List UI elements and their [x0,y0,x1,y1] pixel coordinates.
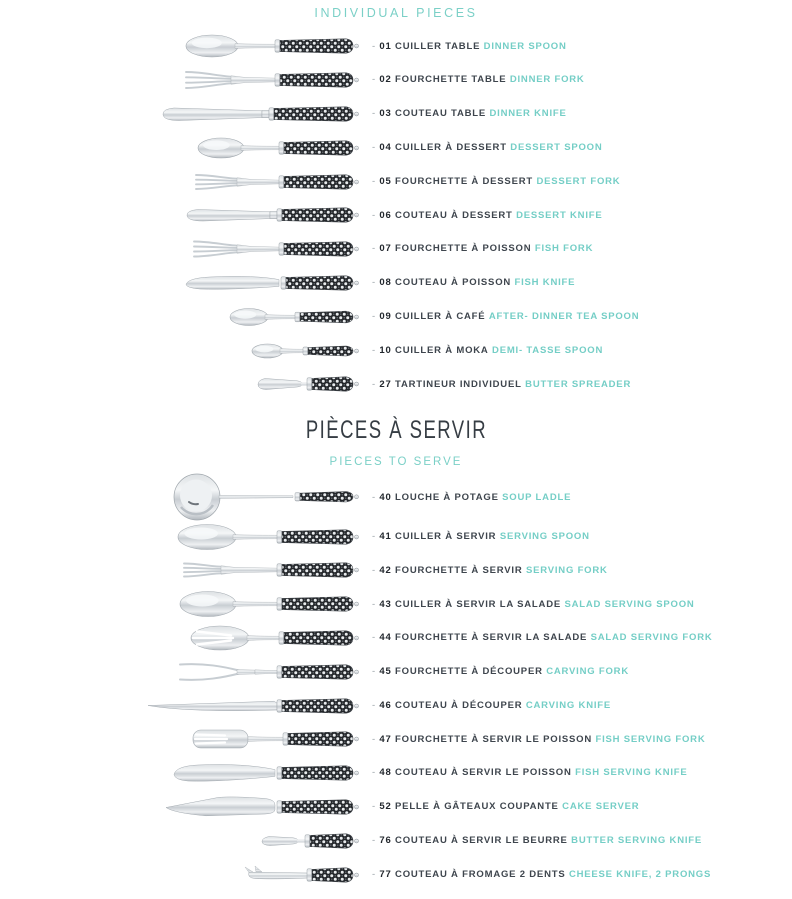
item-number: 10 [379,344,392,356]
item-number: 08 [379,277,392,289]
item-dash: - [372,564,376,576]
cake-server-icon [163,790,359,824]
dinner-knife-icon [159,99,359,129]
item-dash: - [372,108,376,120]
item-dash: - [372,530,376,542]
item-dash: - [372,142,376,154]
item-label [372,600,695,610]
item-dash: - [372,632,376,644]
item-name-en: DEMI- TASSE SPOON [492,344,604,356]
section-serving-header [0,418,792,448]
item-label [372,42,567,52]
tea-spoon-image [0,302,362,332]
item-label [372,667,629,677]
item-dash: - [372,344,376,356]
item-name-fr: PELLE À GÂTEAUX COUPANTE [395,801,559,813]
ladle-image [0,472,362,522]
item-name-en: DESSERT FORK [536,175,621,187]
salad-fork-icon [187,622,359,654]
item-label [372,346,603,356]
item-label [372,566,608,576]
item-name-fr: COUTEAU À DESSERT [395,209,513,221]
item-name-fr: COUTEAU À SERVIR LE POISSON [395,767,572,779]
item-number: 02 [379,74,392,86]
catalog-item-06 [0,198,792,232]
item-label [372,493,571,503]
item-name-fr: CUILLER À MOKA [395,344,489,356]
fish-serving-knife-icon [171,757,359,789]
dessert-fork-image [0,167,362,197]
serving-pieces-list [0,475,792,892]
item-name-en: CAKE SERVER [562,801,640,813]
butter-knife-icon [259,826,359,856]
catalog-item-46 [0,689,792,723]
individual-pieces-list [0,30,792,402]
item-name-en: CARVING KNIFE [525,699,612,711]
item-label [372,143,603,153]
catalog-item-43 [0,587,792,621]
item-name-fr: CUILLER À SERVIR [395,530,497,542]
catalog-item-05 [0,165,792,199]
salad-fork-image [0,622,362,654]
fish-serving-fork-image [0,723,362,755]
item-label [372,802,639,812]
item-name-fr: TARTINEUR INDIVIDUEL [395,378,522,390]
item-dash: - [372,699,376,711]
item-label [372,701,611,711]
catalog-item-77 [0,858,792,892]
tea-spoon-icon [227,302,359,332]
item-number: 04 [379,142,392,154]
item-name-fr: FOURCHETTE À SERVIR [395,564,523,576]
item-dash: - [372,74,376,86]
item-name-fr: COUTEAU À SERVIR LE BEURRE [395,835,568,847]
item-label [372,532,590,542]
item-name-fr: CUILLER TABLE [395,40,481,52]
fish-serving-fork-icon [189,723,359,755]
item-name-en: DINNER FORK [509,74,585,86]
item-number: 45 [379,666,392,678]
item-name-en: SERVING FORK [525,564,608,576]
item-number: 27 [379,378,392,390]
item-name-fr: FOURCHETTE TABLE [395,74,507,86]
item-name-fr: COUTEAU À DÉCOUPER [395,699,523,711]
catalog-item-40 [0,475,792,520]
item-name-en: DINNER KNIFE [489,108,567,120]
item-number: 52 [379,801,392,813]
item-number: 01 [379,40,392,52]
item-label [372,836,702,846]
item-number: 47 [379,733,392,745]
item-label [372,211,603,221]
item-name-fr: CUILLER À DESSERT [395,142,507,154]
fish-knife-image [0,268,362,298]
item-dash: - [372,40,376,52]
item-label [372,380,631,390]
serving-fork-image [0,555,362,585]
item-name-en: FISH FORK [534,243,594,255]
item-label [372,870,711,880]
catalog-item-10 [0,334,792,368]
item-number: 42 [379,564,392,576]
item-name-en: BUTTER SPREADER [525,378,632,390]
item-name-fr: FOURCHETTE À DESSERT [395,175,533,187]
item-name-en: BUTTER SERVING KNIFE [571,835,703,847]
catalog-item-03 [0,97,792,131]
item-number: 77 [379,868,392,880]
item-name-en: SALAD SERVING FORK [590,632,713,644]
item-name-fr: CUILLER À CAFÉ [395,311,486,323]
cake-server-image [0,790,362,824]
item-dash: - [372,175,376,187]
dessert-fork-icon [191,167,359,197]
item-label [372,278,575,288]
item-label [372,75,585,85]
dinner-spoon-icon [183,31,359,61]
item-name-fr: CUILLER À SERVIR LA SALADE [395,598,561,610]
catalog-item-02 [0,63,792,97]
dinner-knife-image [0,99,362,129]
catalog-item-07 [0,232,792,266]
fish-fork-image [0,234,362,264]
item-label [372,633,713,643]
item-number: 43 [379,598,392,610]
fish-serving-knife-image [0,757,362,789]
dinner-fork-image [0,65,362,95]
item-name-fr: LOUCHE À POTAGE [395,491,499,503]
serving-fork-icon [179,555,359,585]
item-number: 44 [379,632,392,644]
item-number: 48 [379,767,392,779]
fish-fork-icon [189,234,359,264]
section-serving-title-fr: PIÈCES À SERVIR [305,416,487,445]
butter-knife-image [0,826,362,856]
catalog-item-45 [0,655,792,689]
salad-spoon-image [0,588,362,620]
item-name-en: FISH KNIFE [514,277,576,289]
catalog-item-09 [0,300,792,334]
catalog-item-52 [0,790,792,824]
item-name-en: FISH SERVING FORK [595,733,706,745]
item-dash: - [372,767,376,779]
item-dash: - [372,277,376,289]
item-number: 09 [379,311,392,323]
salad-spoon-icon [177,588,359,620]
moka-spoon-icon [249,336,359,366]
item-number: 06 [379,209,392,221]
catalog-item-44 [0,621,792,655]
serving-spoon-icon [175,521,359,553]
carving-fork-icon [175,657,359,687]
cheese-knife-image [0,860,362,890]
carving-fork-image [0,657,362,687]
dessert-spoon-icon [195,133,359,163]
item-dash: - [372,311,376,323]
item-name-fr: COUTEAU À POISSON [395,277,512,289]
item-name-en: CARVING FORK [546,666,629,678]
item-dash: - [372,666,376,678]
item-name-en: AFTER- DINNER TEA SPOON [488,311,640,323]
item-name-en: SOUP LADLE [502,491,572,503]
cheese-knife-icon [239,860,359,890]
item-dash: - [372,243,376,255]
item-name-fr: FOURCHETTE À SERVIR LA SALADE [395,632,588,644]
item-number: 76 [379,835,392,847]
item-number: 41 [379,530,392,542]
carving-knife-image [0,691,362,721]
item-name-en: FISH SERVING KNIFE [575,767,688,779]
item-name-fr: FOURCHETTE À DÉCOUPER [395,666,543,678]
catalog-item-04 [0,131,792,165]
dinner-fork-icon [181,65,359,95]
catalog-item-48 [0,756,792,790]
item-name-fr: FOURCHETTE À SERVIR LE POISSON [395,733,593,745]
moka-spoon-image [0,336,362,366]
ladle-icon [169,472,359,522]
item-label [372,768,688,778]
item-dash: - [372,598,376,610]
item-name-en: DINNER SPOON [483,40,567,52]
item-name-fr: FOURCHETTE À POISSON [395,243,532,255]
item-number: 05 [379,175,392,187]
section-individual-title: INDIVIDUAL PIECES [314,6,478,20]
item-name-fr: COUTEAU TABLE [395,108,487,120]
item-label [372,735,706,745]
dinner-spoon-image [0,31,362,61]
catalog-item-47 [0,723,792,757]
item-name-en: DESSERT SPOON [510,142,603,154]
item-name-en: DESSERT KNIFE [516,209,603,221]
item-dash: - [372,868,376,880]
catalog-item-27 [0,367,792,401]
item-name-en: CHEESE KNIFE, 2 PRONGS [568,868,712,880]
item-dash: - [372,378,376,390]
dessert-knife-image [0,200,362,230]
butter-spreader-icon [255,369,359,399]
item-dash: - [372,835,376,847]
serving-spoon-image [0,521,362,553]
item-dash: - [372,209,376,221]
fish-knife-icon [183,268,359,298]
catalog-item-42 [0,554,792,588]
dessert-spoon-image [0,133,362,163]
item-label [372,109,567,119]
item-number: 46 [379,699,392,711]
item-name-en: SALAD SERVING SPOON [564,598,695,610]
catalog-item-41 [0,520,792,554]
item-number: 40 [379,491,392,503]
carving-knife-icon [145,691,359,721]
catalog-item-01 [0,30,792,64]
dessert-knife-icon [183,200,359,230]
item-dash: - [372,801,376,813]
item-dash: - [372,491,376,503]
item-dash: - [372,733,376,745]
catalog-item-08 [0,266,792,300]
butter-spreader-image [0,369,362,399]
section-serving-title-en: PIECES TO SERVE [329,456,463,469]
item-name-en: SERVING SPOON [499,530,590,542]
catalog-item-76 [0,824,792,858]
item-label [372,244,593,254]
item-name-fr: COUTEAU À FROMAGE 2 DENTS [395,868,566,880]
item-label [372,177,620,187]
item-number: 03 [379,108,392,120]
item-number: 07 [379,243,392,255]
item-label [372,312,639,322]
